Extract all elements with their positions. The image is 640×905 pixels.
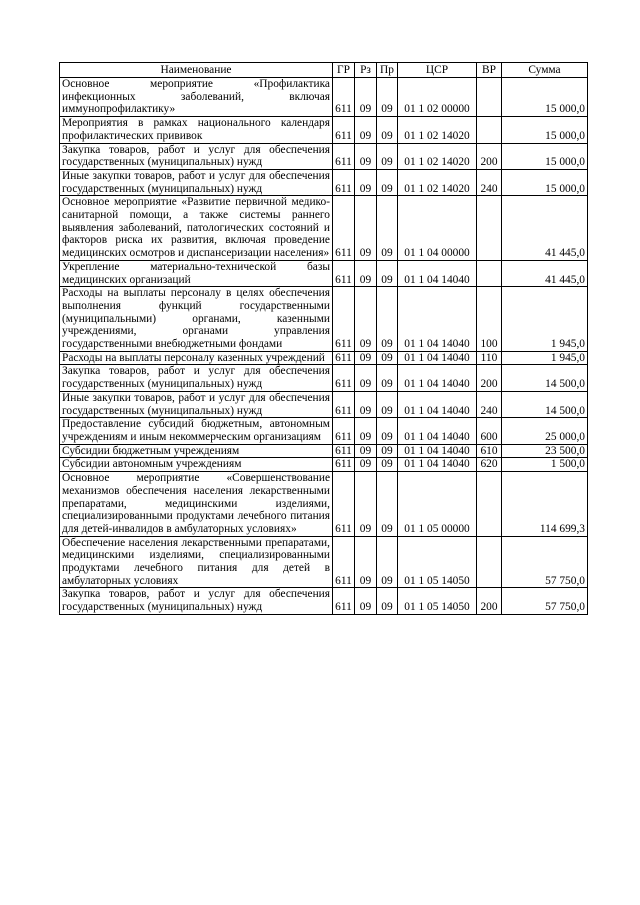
- table-row: [60, 351, 588, 365]
- cell-gr: 611: [333, 418, 355, 444]
- cell-pr: 09: [377, 196, 398, 261]
- cell-name: Основное мероприятие «Развитие первичной медико-санитарной помощи, а также системы раннего выявления заболеваний, патологических состояний и факторов риска их развития, включая проведение медицинских осмотров и диспансеризации населения»: [60, 196, 333, 261]
- header-rz: Рз: [355, 63, 377, 78]
- table-row: [60, 78, 588, 117]
- cell-vr: 240: [477, 391, 502, 417]
- cell-vr: [477, 78, 502, 117]
- cell-sum: 15 000,0: [502, 117, 588, 143]
- table-row: [60, 287, 588, 352]
- table-row: [60, 458, 588, 472]
- cell-csr: 01 1 02 14020: [398, 117, 477, 143]
- cell-name: Обеспечение населения лекарственными препаратами, медицинскими изделиями, специализированными продуктами лечебного питания для детей в амбулаторных условиях: [60, 536, 333, 588]
- cell-rz: 09: [355, 260, 377, 286]
- cell-gr: 611: [333, 260, 355, 286]
- cell-csr: 01 1 04 14040: [398, 458, 477, 472]
- cell-gr: 611: [333, 391, 355, 417]
- cell-csr: 01 1 04 14040: [398, 260, 477, 286]
- cell-sum: 57 750,0: [502, 536, 588, 588]
- cell-name: Закупка товаров, работ и услуг для обеспечения государственных (муниципальных) нужд: [60, 365, 333, 391]
- table-row: [60, 418, 588, 444]
- cell-rz: 09: [355, 287, 377, 352]
- cell-pr: 09: [377, 458, 398, 472]
- cell-pr: 09: [377, 260, 398, 286]
- cell-gr: 611: [333, 117, 355, 143]
- cell-sum: 25 000,0: [502, 418, 588, 444]
- cell-rz: 09: [355, 458, 377, 472]
- cell-name: Иные закупки товаров, работ и услуг для обеспечения государственных (муниципальных) нужд: [60, 169, 333, 195]
- header-sum: Сумма: [502, 63, 588, 78]
- cell-sum: 41 445,0: [502, 260, 588, 286]
- cell-sum: 114 699,3: [502, 472, 588, 537]
- cell-pr: 09: [377, 169, 398, 195]
- cell-name: Закупка товаров, работ и услуг для обеспечения государственных (муниципальных) нужд: [60, 143, 333, 169]
- cell-gr: 611: [333, 458, 355, 472]
- cell-pr: 09: [377, 418, 398, 444]
- table-row: [60, 143, 588, 169]
- cell-rz: 09: [355, 117, 377, 143]
- cell-csr: 01 1 04 14040: [398, 391, 477, 417]
- cell-sum: 57 750,0: [502, 588, 588, 614]
- cell-gr: 611: [333, 351, 355, 365]
- cell-gr: 611: [333, 78, 355, 117]
- cell-sum: 1 500,0: [502, 458, 588, 472]
- cell-gr: 611: [333, 365, 355, 391]
- cell-name: Расходы на выплаты персоналу в целях обеспечения выполнения функций государственными (муниципальными) органами, казенными учреждениями, органами управления государственными внебюджетными фондами: [60, 287, 333, 352]
- cell-rz: 09: [355, 536, 377, 588]
- table-row: [60, 444, 588, 458]
- cell-pr: 09: [377, 536, 398, 588]
- cell-name: Расходы на выплаты персоналу казенных учреждений: [60, 351, 333, 365]
- cell-sum: 14 500,0: [502, 365, 588, 391]
- table-row: [60, 169, 588, 195]
- table-row: [60, 260, 588, 286]
- cell-csr: 01 1 04 14040: [398, 444, 477, 458]
- cell-csr: 01 1 02 00000: [398, 78, 477, 117]
- cell-csr: 01 1 02 14020: [398, 169, 477, 195]
- cell-vr: [477, 260, 502, 286]
- cell-gr: 611: [333, 287, 355, 352]
- cell-vr: 110: [477, 351, 502, 365]
- cell-rz: 09: [355, 365, 377, 391]
- cell-sum: 15 000,0: [502, 169, 588, 195]
- header-vr: ВР: [477, 63, 502, 78]
- cell-rz: 09: [355, 143, 377, 169]
- cell-rz: 09: [355, 418, 377, 444]
- cell-sum: 15 000,0: [502, 78, 588, 117]
- cell-gr: 611: [333, 169, 355, 195]
- table-body: [60, 78, 588, 615]
- cell-name: Предоставление субсидий бюджетным, автономным учреждениям и иным некоммерческим организациям: [60, 418, 333, 444]
- cell-csr: 01 1 04 14040: [398, 365, 477, 391]
- cell-vr: 100: [477, 287, 502, 352]
- cell-csr: 01 1 02 14020: [398, 143, 477, 169]
- cell-pr: 09: [377, 143, 398, 169]
- cell-pr: 09: [377, 391, 398, 417]
- cell-pr: 09: [377, 78, 398, 117]
- cell-gr: 611: [333, 536, 355, 588]
- cell-csr: 01 1 04 14040: [398, 287, 477, 352]
- cell-name: Субсидии бюджетным учреждениям: [60, 444, 333, 458]
- cell-csr: 01 1 05 00000: [398, 472, 477, 537]
- header-name: Наименование: [60, 63, 333, 78]
- cell-sum: 14 500,0: [502, 391, 588, 417]
- cell-name: Иные закупки товаров, работ и услуг для обеспечения государственных (муниципальных) нужд: [60, 391, 333, 417]
- table-row: [60, 196, 588, 261]
- cell-vr: [477, 196, 502, 261]
- table-row: [60, 117, 588, 143]
- table-header: [60, 63, 588, 78]
- table-row: [60, 365, 588, 391]
- cell-vr: 240: [477, 169, 502, 195]
- cell-vr: 200: [477, 143, 502, 169]
- budget-table: [59, 62, 588, 615]
- cell-vr: 200: [477, 588, 502, 614]
- cell-gr: 611: [333, 444, 355, 458]
- cell-vr: [477, 117, 502, 143]
- table-row: [60, 588, 588, 614]
- cell-sum: 1 945,0: [502, 287, 588, 352]
- cell-vr: [477, 536, 502, 588]
- cell-csr: 01 1 04 00000: [398, 196, 477, 261]
- cell-gr: 611: [333, 472, 355, 537]
- cell-gr: 611: [333, 588, 355, 614]
- cell-rz: 09: [355, 472, 377, 537]
- cell-rz: 09: [355, 588, 377, 614]
- cell-csr: 01 1 04 14040: [398, 351, 477, 365]
- cell-sum: 41 445,0: [502, 196, 588, 261]
- cell-vr: [477, 472, 502, 537]
- cell-name: Закупка товаров, работ и услуг для обеспечения государственных (муниципальных) нужд: [60, 588, 333, 614]
- cell-vr: 200: [477, 365, 502, 391]
- header-csr: ЦСР: [398, 63, 477, 78]
- cell-vr: 620: [477, 458, 502, 472]
- cell-vr: 610: [477, 444, 502, 458]
- table-row: [60, 472, 588, 537]
- table-row: [60, 536, 588, 588]
- cell-pr: 09: [377, 117, 398, 143]
- cell-pr: 09: [377, 287, 398, 352]
- cell-sum: 15 000,0: [502, 143, 588, 169]
- cell-pr: 09: [377, 472, 398, 537]
- table-row: [60, 391, 588, 417]
- cell-name: Укрепление материально-технической базы медицинских организаций: [60, 260, 333, 286]
- cell-vr: 600: [477, 418, 502, 444]
- cell-csr: 01 1 04 14040: [398, 418, 477, 444]
- cell-csr: 01 1 05 14050: [398, 588, 477, 614]
- cell-pr: 09: [377, 351, 398, 365]
- cell-rz: 09: [355, 351, 377, 365]
- cell-name: Основное мероприятие «Профилактика инфекционных заболеваний, включая иммунопрофилактику»: [60, 78, 333, 117]
- cell-gr: 611: [333, 143, 355, 169]
- cell-name: Субсидии автономным учреждениям: [60, 458, 333, 472]
- cell-rz: 09: [355, 196, 377, 261]
- cell-rz: 09: [355, 169, 377, 195]
- header-pr: Пр: [377, 63, 398, 78]
- cell-rz: 09: [355, 444, 377, 458]
- cell-sum: 1 945,0: [502, 351, 588, 365]
- cell-csr: 01 1 05 14050: [398, 536, 477, 588]
- cell-pr: 09: [377, 588, 398, 614]
- cell-rz: 09: [355, 78, 377, 117]
- cell-name: Основное мероприятие «Совершенствование механизмов обеспечения населения лекарственными препаратами, медицинскими изделиями, специализированными продуктами лечебного питания для детей-инвалидов в амбулаторных условиях»: [60, 472, 333, 537]
- cell-pr: 09: [377, 444, 398, 458]
- cell-rz: 09: [355, 391, 377, 417]
- header-gr: ГР: [333, 63, 355, 78]
- cell-pr: 09: [377, 365, 398, 391]
- cell-gr: 611: [333, 196, 355, 261]
- cell-name: Мероприятия в рамках национального календаря профилактических прививок: [60, 117, 333, 143]
- cell-sum: 23 500,0: [502, 444, 588, 458]
- budget-document-page: [59, 62, 587, 615]
- header-row: [60, 63, 588, 78]
